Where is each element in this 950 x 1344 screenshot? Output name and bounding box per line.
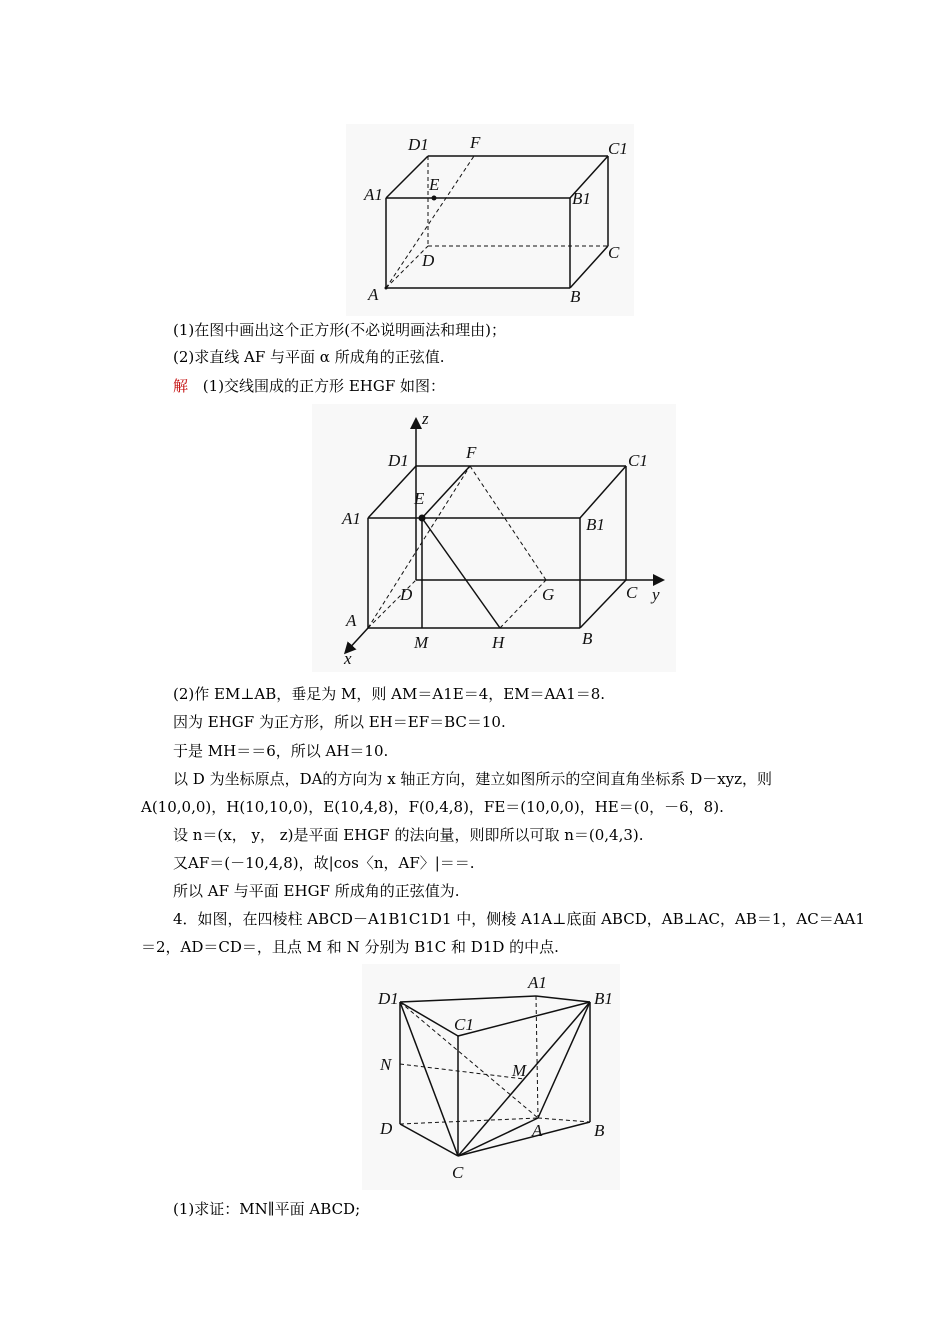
figure-cuboid-1	[346, 124, 634, 316]
label-d1: D1	[388, 451, 409, 470]
cuboid-edges	[386, 156, 608, 288]
question-3-part-2: (2)求直线 AF 与平面 α 所成角的正弦值.	[173, 348, 445, 366]
solution-2-line-2: 因为 EHGF 为正方形，所以 EH＝EF＝BC＝10.	[173, 713, 506, 731]
problem-4-question-1: (1)求证：MN∥平面 ABCD;	[173, 1200, 361, 1218]
label-a: A	[368, 285, 379, 304]
solution-2-line-3: 于是 MH＝＝6，所以 AH＝10.	[173, 742, 389, 760]
solution-2-line-4: 以 D 为坐标原点，DA的方向为 x 轴正方向，建立如图所示的空间直角坐标系 D－xyz，则	[173, 770, 773, 788]
label-c1: C1	[628, 451, 648, 470]
point-e	[432, 196, 437, 201]
solution-2-line-7: 又AF＝(－10,4,8)，故|cos〈n，AF〉|＝＝.	[173, 854, 475, 872]
label-g: G	[542, 585, 555, 604]
figure-prism	[362, 964, 620, 1190]
point-e	[419, 515, 426, 522]
label-d1: D1	[378, 989, 399, 1008]
prism-edges	[400, 996, 590, 1156]
solution-2-line-1: (2)作 EM⊥AB，垂足为 M，则 AM＝A1E＝4，EM＝AA1＝8.	[173, 685, 606, 703]
label-m: M	[512, 1061, 527, 1080]
label-c1: C1	[454, 1015, 474, 1034]
label-b1: B1	[572, 189, 591, 208]
solution-part-1: (1)交线围成的正方形 EHGF 如图：	[202, 377, 446, 395]
label-b: B	[594, 1121, 605, 1140]
question-3-part-1: (1)在图中画出这个正方形(不必说明画法和理由)；	[173, 321, 506, 339]
label-a1: A1	[342, 509, 361, 528]
label-e: E	[414, 489, 425, 508]
label-d1: D1	[408, 135, 429, 154]
solution-2-line-5: A(10,0,0)，H(10,10,0)，E(10,4,8)，F(0,4,8)，FE＝(10,0,0)，HE＝(0，－6，8).	[141, 798, 724, 816]
label-d: D	[422, 251, 435, 270]
label-c: C	[452, 1163, 464, 1182]
problem-4-line-2: ＝2，AD＝CD＝，且点 M 和 N 分别为 B1C 和 D1D 的中点.	[141, 938, 559, 956]
axis-label-y: y	[652, 585, 660, 604]
point-a	[385, 287, 388, 290]
label-b: B	[570, 287, 581, 306]
label-a: A	[532, 1121, 543, 1140]
label-b: B	[582, 629, 593, 648]
solution-2-line-8: 所以 AF 与平面 EHGF 所成角的正弦值为.	[173, 882, 460, 900]
label-c: C	[626, 583, 638, 602]
axis-label-z: z	[422, 409, 429, 428]
label-b1: B1	[594, 989, 613, 1008]
label-h: H	[492, 633, 505, 652]
hidden-edges	[368, 466, 546, 628]
solution-label: 解	[173, 377, 189, 395]
label-a1: A1	[364, 185, 383, 204]
label-b1: B1	[586, 515, 605, 534]
label-e: E	[429, 175, 440, 194]
label-f: F	[470, 133, 481, 152]
label-a: A	[346, 611, 357, 630]
label-c1: C1	[608, 139, 628, 158]
label-f: F	[466, 443, 477, 462]
hidden-edges	[386, 156, 608, 288]
label-a1: A1	[528, 973, 547, 992]
axis-label-x: x	[344, 649, 352, 668]
label-n: N	[380, 1055, 392, 1074]
label-d: D	[400, 585, 413, 604]
solution-line-1	[173, 376, 445, 396]
label-d: D	[380, 1119, 393, 1138]
problem-4-line-1: 4．如图，在四棱柱 ABCD－A1B1C1D1 中，侧棱 A1A⊥底面 ABCD，AB⊥AC，AB＝1，AC＝AA1	[173, 910, 865, 928]
figure-cuboid-2	[312, 404, 676, 672]
solution-2-line-6: 设 n＝(x， y， z)是平面 EHGF 的法向量，则即所以可取 n＝(0,4,3).	[173, 826, 644, 844]
label-c: C	[608, 243, 620, 262]
label-m: M	[414, 633, 429, 652]
hidden-edges	[400, 996, 590, 1124]
